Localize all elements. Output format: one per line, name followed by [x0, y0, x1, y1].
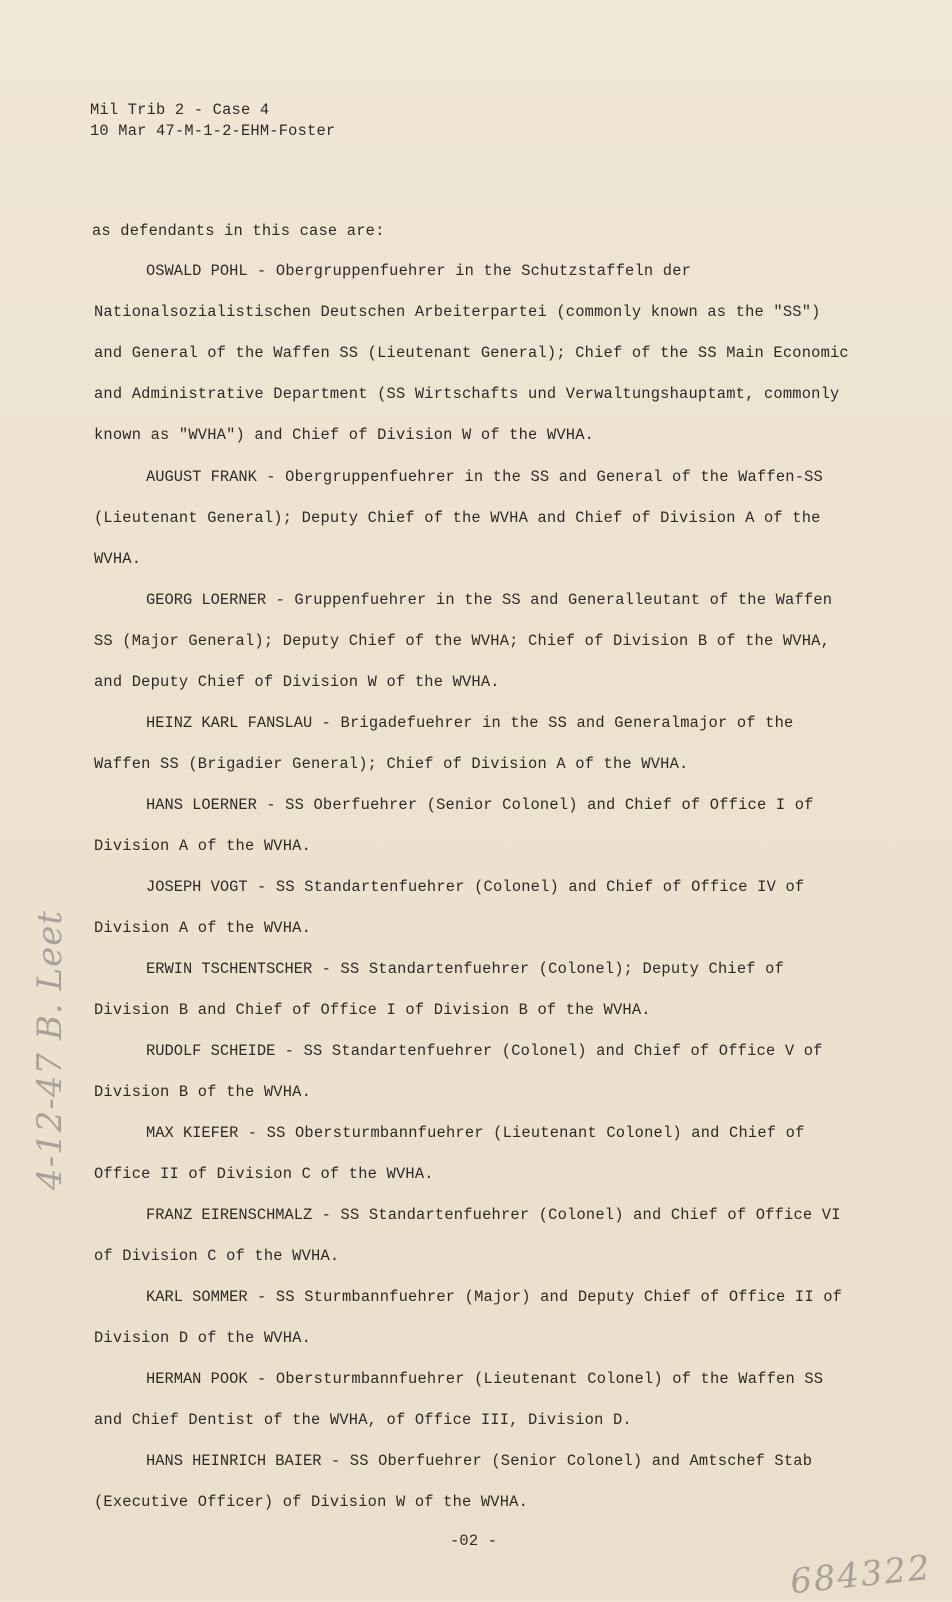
- defendant-description: - Brigadefuehrer in the SS and Generalmajor of the Waffen SS (Brigadier General); Chief of Division A of the WVHA.: [94, 714, 794, 773]
- defendant-name: HANS LOERNER: [146, 796, 257, 814]
- defendant-paragraph: [94, 703, 854, 785]
- defendant-paragraph: [94, 251, 854, 456]
- defendant-name: RUDOLF SCHEIDE: [146, 1042, 276, 1060]
- defendant-description: - Obersturmbannfuehrer (Lieutenant Colonel) of the Waffen SS and Chief Dentist of the WVHA, of Office III, Division D.: [94, 1370, 824, 1429]
- defendant-name: AUGUST FRANK: [146, 468, 257, 486]
- defendant-paragraph: [94, 1441, 854, 1523]
- defendant-name: MAX KIEFER: [146, 1124, 239, 1142]
- defendant-description: - Obergruppenfuehrer in the Schutzstaffeln der Nationalsozialistischen Deutschen Arbeiterpartei (commonly known as the "SS") and General of the Waffen SS (Lieutenant General); Chief of the SS Main Economic and Administrative Department (SS Wirtschafts und Verwaltungshauptamt, commonly known as "WVHA") and Chief of Division W of the WVHA.: [94, 262, 849, 444]
- defendant-name: GEORG LOERNER: [146, 591, 267, 609]
- header-line-1: Mil Trib 2 - Case 4: [90, 101, 270, 119]
- defendant-name: HERMAN POOK: [146, 1370, 248, 1388]
- defendant-description: - Gruppenfuehrer in the SS and Generalleutant of the Waffen SS (Major General); Deputy Chief of the WVHA; Chief of Division B of the WVHA, and Deputy Chief of Division W of the WVHA.: [94, 591, 833, 691]
- page-number: -02 -: [450, 1532, 498, 1550]
- defendant-paragraph: [94, 785, 854, 867]
- defendant-paragraph: [94, 1359, 854, 1441]
- defendant-description: - SS Sturmbannfuehrer (Major) and Deputy Chief of Office II of Division D of the WVHA.: [94, 1288, 843, 1347]
- handwritten-stamp-number: 684322: [788, 1547, 934, 1602]
- defendant-paragraph: [94, 457, 854, 580]
- defendant-description: - SS Oberfuehrer (Senior Colonel) and Amtschef Stab (Executive Officer) of Division W of the WVHA.: [94, 1452, 813, 1511]
- defendant-description: - SS Standartenfuehrer (Colonel) and Chief of Office IV of Division A of the WVHA.: [94, 878, 805, 937]
- header-line-2: 10 Mar 47-M-1-2-EHM-Foster: [90, 122, 336, 140]
- defendant-name: FRANZ EIRENSCHMALZ: [146, 1206, 313, 1224]
- defendant-name: ERWIN TSCHENTSCHER: [146, 960, 313, 978]
- defendant-paragraph: [94, 580, 854, 703]
- defendant-description: - Obergruppenfuehrer in the SS and General of the Waffen-SS (Lieutenant General); Deputy Chief of the WVHA and Chief of Division A of the WVHA.: [94, 468, 823, 568]
- defendant-name: HANS HEINRICH BAIER: [146, 1452, 322, 1470]
- defendant-name: HEINZ KARL FANSLAU: [146, 714, 313, 732]
- intro-line: as defendants in this case are:: [92, 222, 385, 240]
- defendant-paragraph: [94, 1031, 854, 1113]
- margin-handwritten-note: 4-12-47 B. Leet: [30, 909, 70, 1190]
- defendant-paragraph: [94, 1195, 854, 1277]
- defendant-paragraph: [94, 1113, 854, 1195]
- defendant-description: - SS Standartenfuehrer (Colonel) and Chief of Office V of Division B of the WVHA.: [94, 1042, 823, 1101]
- defendant-description: - SS Obersturmbannfuehrer (Lieutenant Colonel) and Chief of Office II of Division C of the WVHA.: [94, 1124, 805, 1183]
- defendant-paragraph: [94, 949, 854, 1031]
- defendant-paragraph: [94, 1277, 854, 1359]
- defendant-description: - SS Standartenfuehrer (Colonel) and Chief of Office VI of Division C of the WVHA.: [94, 1206, 841, 1265]
- defendant-description: - SS Oberfuehrer (Senior Colonel) and Chief of Office I of Division A of the WVHA.: [94, 796, 814, 855]
- defendant-paragraph: [94, 867, 854, 949]
- defendant-name: OSWALD POHL: [146, 262, 248, 280]
- defendant-description: - SS Standartenfuehrer (Colonel); Deputy Chief of Division B and Chief of Office I of Division B of the WVHA.: [94, 960, 785, 1019]
- defendant-name: JOSEPH VOGT: [146, 878, 248, 896]
- defendant-name: KARL SOMMER: [146, 1288, 248, 1306]
